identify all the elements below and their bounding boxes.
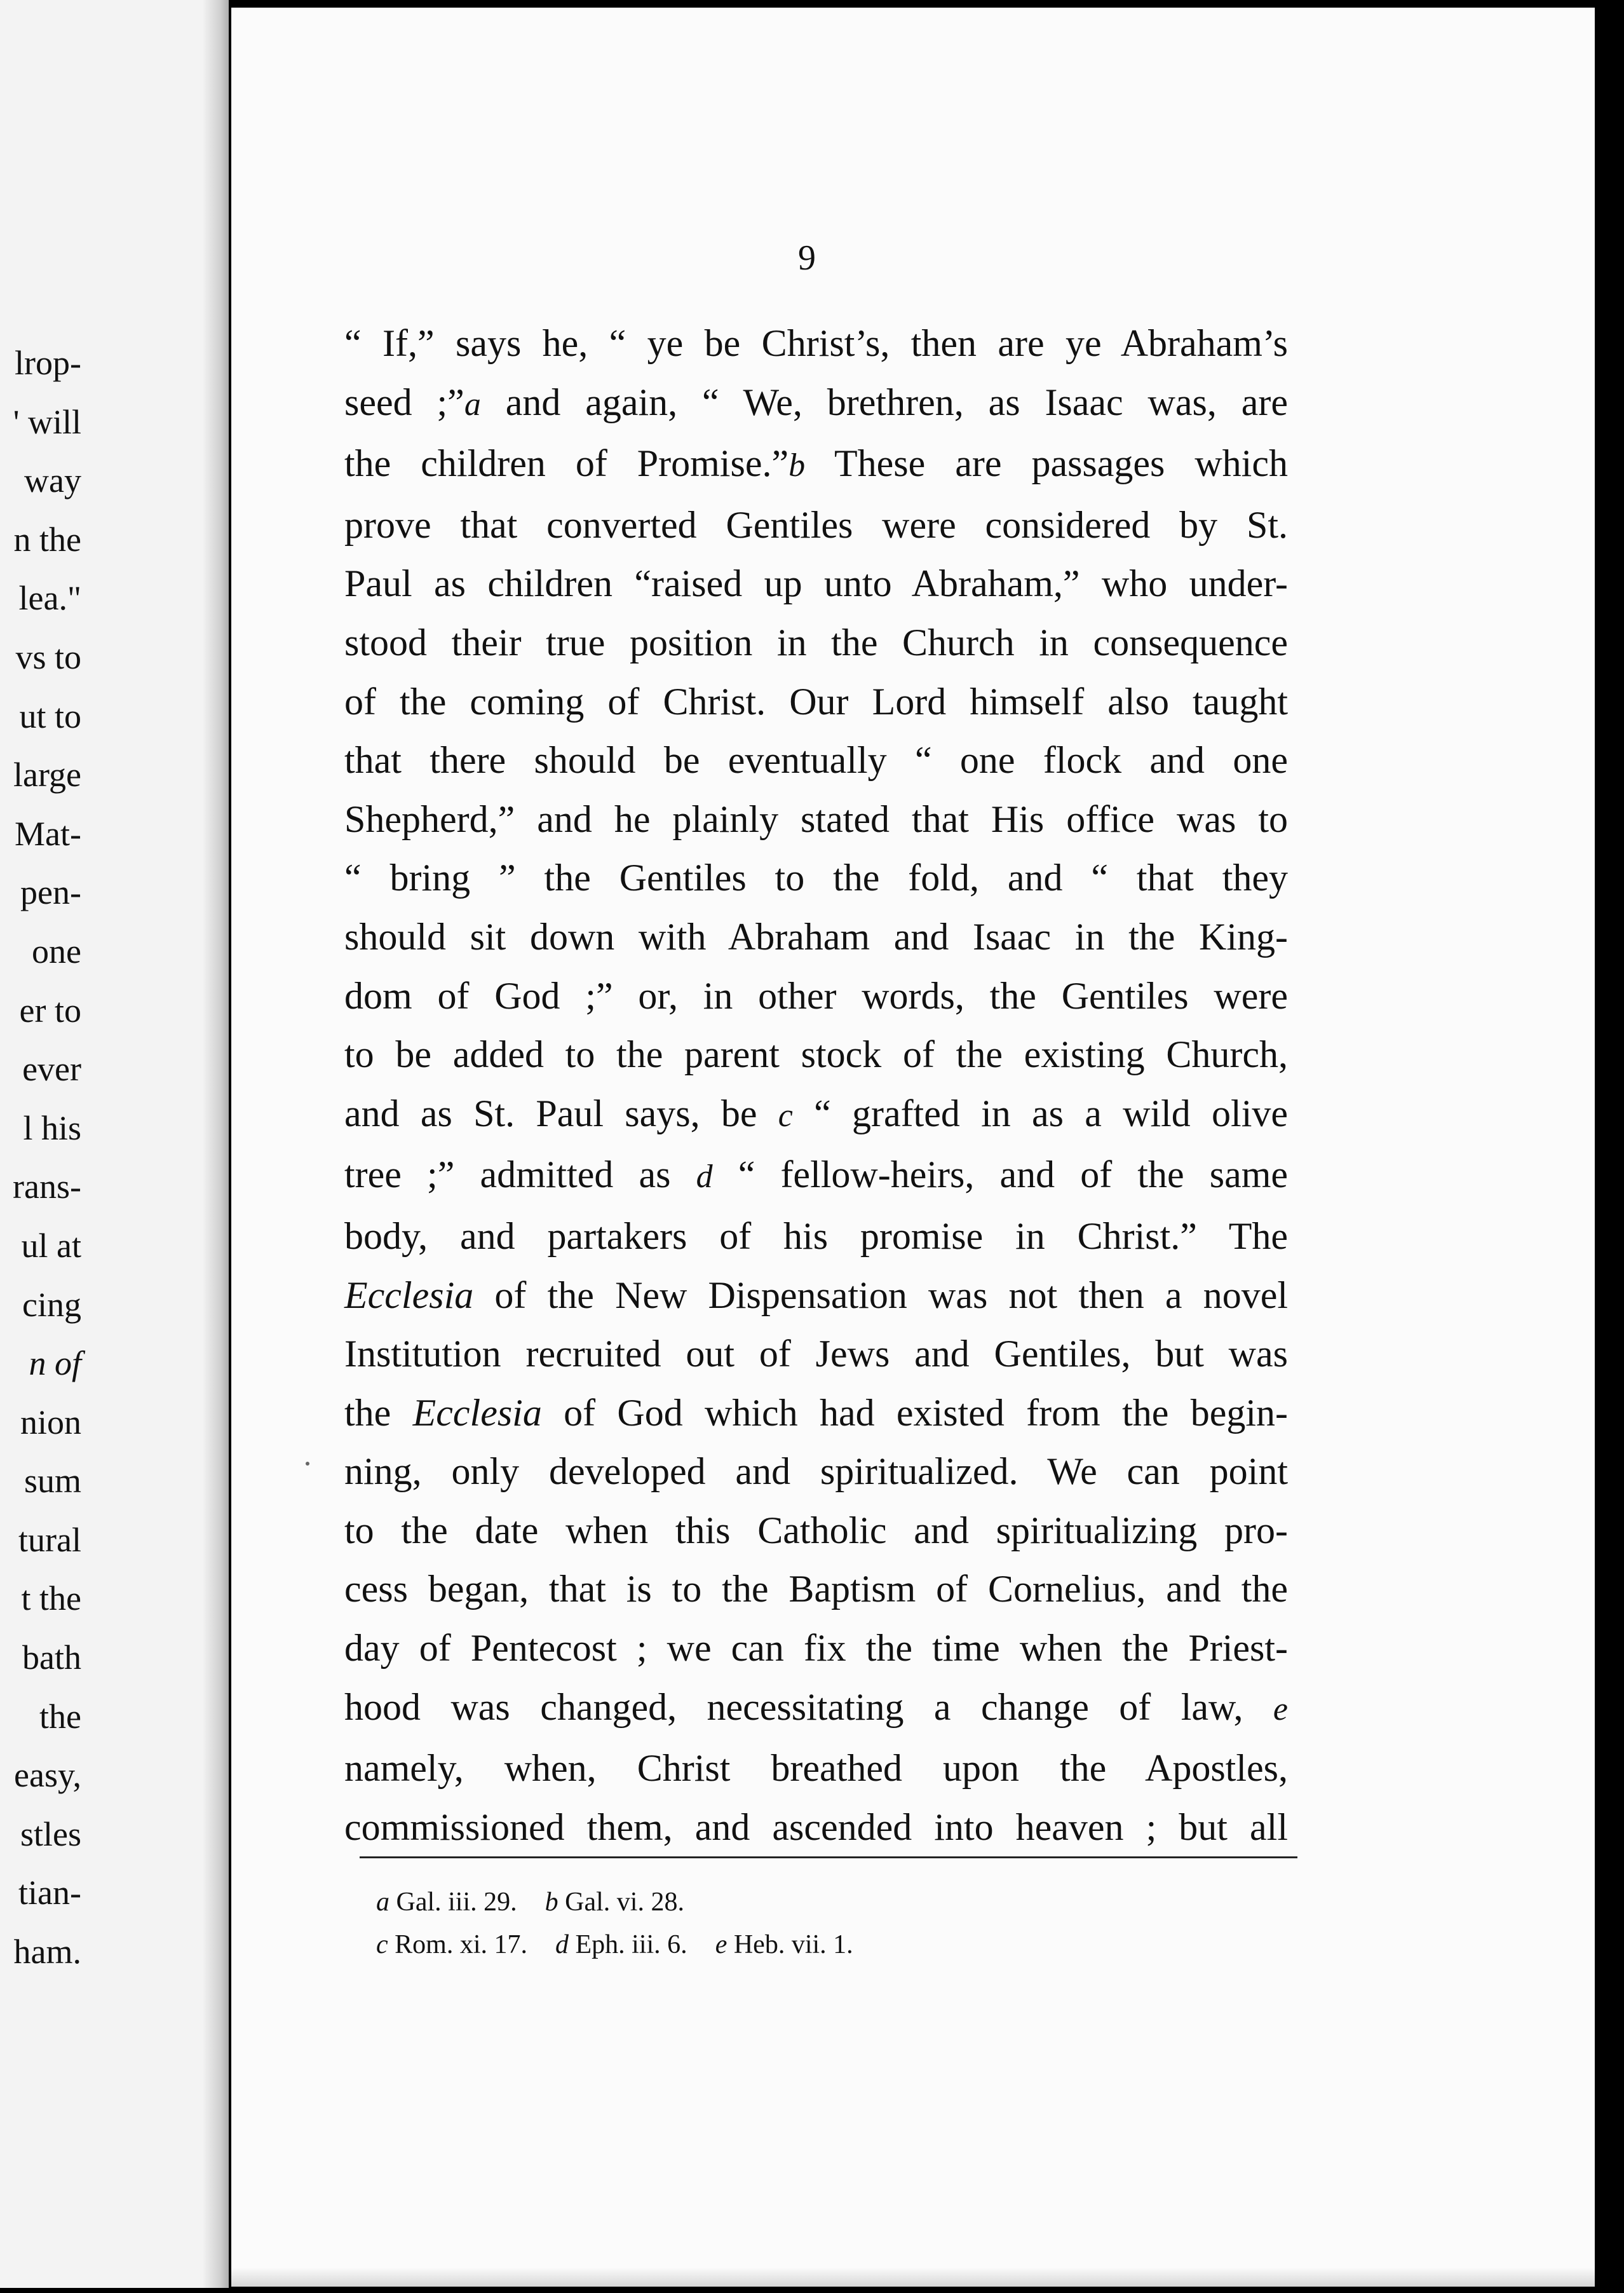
text-line xyxy=(344,672,1288,731)
text-segment: Shepherd,” and he plainly stated that His office was to xyxy=(344,798,1288,840)
previous-page-edge xyxy=(0,0,229,2288)
text-segment: dom of God ;” or, in other words, the Gentiles were xyxy=(344,974,1288,1017)
text-segment: body, and partakers of his promise in Christ.” The xyxy=(344,1215,1288,1257)
footnotes xyxy=(376,1881,1266,1966)
footnote-citation: Gal. vi. 28. xyxy=(558,1888,684,1917)
text-segment: “ If,” says he, “ ye be Christ’s, then are ye Abraham’s xyxy=(344,322,1288,364)
text-segment: “ bring ” the Gentiles to the fold, and “ that they xyxy=(344,857,1288,899)
text-segment: of the New Dispensation was not then a novel xyxy=(473,1274,1288,1316)
text-segment: the xyxy=(344,1391,413,1434)
footnote-reference: a xyxy=(464,386,481,423)
footnote-mark: a xyxy=(376,1888,389,1917)
footnote-mark: b xyxy=(545,1888,558,1917)
footnote-line xyxy=(376,1881,1266,1924)
text-segment: seed ;” xyxy=(344,381,464,423)
text-line xyxy=(344,1678,1288,1739)
text-line xyxy=(344,434,1288,496)
footnote-citation: Rom. xi. 17. xyxy=(388,1930,528,1959)
footnote xyxy=(545,1888,684,1917)
previous-page-line: n of xyxy=(29,1344,81,1383)
page-number: 9 xyxy=(798,238,816,278)
text-line xyxy=(344,1619,1288,1678)
footnote-line xyxy=(376,1924,1266,1966)
text-segment: the children of Promise.” xyxy=(344,442,789,485)
text-line xyxy=(344,496,1288,555)
previous-page-line: ever xyxy=(22,1050,81,1089)
text-segment: of God which had existed from the begin- xyxy=(541,1391,1288,1434)
text-line xyxy=(344,1207,1288,1266)
footnote-citation: Eph. iii. 6. xyxy=(569,1930,687,1959)
text-segment: cess began, that is to the Baptism of Cornelius, and the xyxy=(344,1568,1288,1610)
text-segment: stood their true position in the Church in consequence xyxy=(344,621,1288,663)
previous-page-text xyxy=(0,334,81,1982)
footnote xyxy=(555,1930,687,1959)
italic-term: Ecclesia xyxy=(344,1274,474,1316)
text-segment: to the date when this Catholic and spiritualizing pro- xyxy=(344,1509,1288,1551)
previous-page-line: stles xyxy=(20,1814,81,1853)
text-line xyxy=(344,731,1288,790)
text-line xyxy=(344,848,1288,908)
text-segment: ning, only developed and spiritualized. We can point xyxy=(344,1450,1288,1493)
footnote-mark: d xyxy=(555,1930,569,1959)
previous-page-line: l his xyxy=(23,1108,81,1147)
footnote-reference: d xyxy=(696,1159,713,1195)
previous-page-line: the xyxy=(39,1697,81,1736)
text-segment: should sit down with Abraham and Isaac in the King- xyxy=(344,915,1288,958)
previous-page-line: way xyxy=(24,461,81,500)
footnote xyxy=(376,1930,527,1959)
body-text xyxy=(344,314,1288,1856)
previous-page-line: ut to xyxy=(19,697,81,735)
text-line xyxy=(344,790,1288,849)
previous-page-line: pen- xyxy=(20,873,81,912)
text-line xyxy=(344,1324,1288,1384)
text-line xyxy=(344,967,1288,1026)
text-segment: and as St. Paul says, be xyxy=(344,1092,778,1134)
text-segment: namely, when, Christ breathed upon the Apostles, xyxy=(344,1747,1288,1790)
text-line xyxy=(344,373,1288,435)
text-line xyxy=(344,1384,1288,1443)
text-segment: that there should be eventually “ one flock and one xyxy=(344,739,1288,782)
text-segment: “ grafted in as a wild olive xyxy=(792,1092,1288,1134)
text-segment: of the coming of Christ. Our Lord himself also taught xyxy=(344,680,1288,723)
previous-page-line: lea." xyxy=(18,579,81,618)
text-line xyxy=(344,314,1288,373)
text-segment: Institution recruited out of Jews and Gentiles, but was xyxy=(344,1333,1288,1375)
text-line xyxy=(344,908,1288,967)
previous-page-line: sum xyxy=(24,1462,81,1500)
previous-page-line: ' will xyxy=(13,402,81,441)
footnote-mark: c xyxy=(376,1930,388,1959)
previous-page-line: er to xyxy=(19,991,81,1030)
text-line xyxy=(344,1266,1288,1325)
text-segment: prove that converted Gentiles were considered by St. xyxy=(344,503,1288,546)
footnote-reference: c xyxy=(778,1097,793,1134)
text-segment: Paul as children “raised up unto Abraham,” who under- xyxy=(344,562,1288,605)
previous-page-line: lrop- xyxy=(15,344,81,382)
text-line xyxy=(344,1442,1288,1501)
footnote-reference: e xyxy=(1273,1691,1288,1727)
book-spine-shadow xyxy=(203,0,229,2288)
footnote-reference: b xyxy=(788,447,806,484)
footnote-citation: Gal. iii. 29. xyxy=(389,1888,517,1917)
previous-page-line: ul at xyxy=(21,1226,81,1265)
footnote xyxy=(376,1888,517,1917)
previous-page-line: cing xyxy=(22,1285,81,1324)
previous-page-line: easy, xyxy=(14,1756,81,1795)
speck xyxy=(306,1462,309,1466)
text-segment: tree ;” admitted as xyxy=(344,1153,696,1196)
previous-page-line: nion xyxy=(20,1403,81,1441)
book-page xyxy=(231,8,1595,2287)
text-segment: “ fellow-heirs, and of the same xyxy=(712,1153,1288,1196)
previous-page-line: rans- xyxy=(13,1167,81,1206)
previous-page-line: tian- xyxy=(18,1874,81,1912)
text-line xyxy=(344,1798,1288,1857)
previous-page-line: large xyxy=(13,756,81,794)
text-line xyxy=(344,1739,1288,1798)
previous-page-line: one xyxy=(32,932,81,970)
previous-page-line: Mat- xyxy=(15,814,81,853)
footnote-rule xyxy=(360,1856,1297,1858)
text-line xyxy=(344,1145,1288,1207)
previous-page-line: n the xyxy=(13,520,81,559)
text-line xyxy=(344,1025,1288,1084)
previous-page-line: tural xyxy=(18,1520,81,1559)
text-segment: day of Pentecost ; we can fix the time when the Priest- xyxy=(344,1627,1288,1670)
previous-page-line: vs to xyxy=(15,637,81,676)
footnote-mark: e xyxy=(715,1930,727,1959)
page-bottom-shadow xyxy=(231,2268,1595,2287)
text-line xyxy=(344,1560,1288,1619)
text-segment: to be added to the parent stock of the existing Church, xyxy=(344,1033,1288,1076)
previous-page-line: t the xyxy=(21,1579,81,1618)
text-line xyxy=(344,1084,1288,1146)
footnote-citation: Heb. vii. 1. xyxy=(727,1930,853,1959)
text-segment: commissioned them, and ascended into heaven ; but all xyxy=(344,1806,1288,1848)
previous-page-line: ham. xyxy=(13,1933,81,1971)
footnote xyxy=(715,1930,853,1959)
text-line xyxy=(344,613,1288,672)
text-segment: hood was changed, necessitating a change of law, xyxy=(344,1685,1273,1728)
text-segment: and again, “ We, brethren, as Isaac was, are xyxy=(480,381,1289,423)
text-line xyxy=(344,1501,1288,1560)
previous-page-line: bath xyxy=(22,1638,81,1677)
text-segment: These are passages which xyxy=(805,442,1288,485)
text-line xyxy=(344,554,1288,613)
italic-term: Ecclesia xyxy=(412,1391,542,1434)
